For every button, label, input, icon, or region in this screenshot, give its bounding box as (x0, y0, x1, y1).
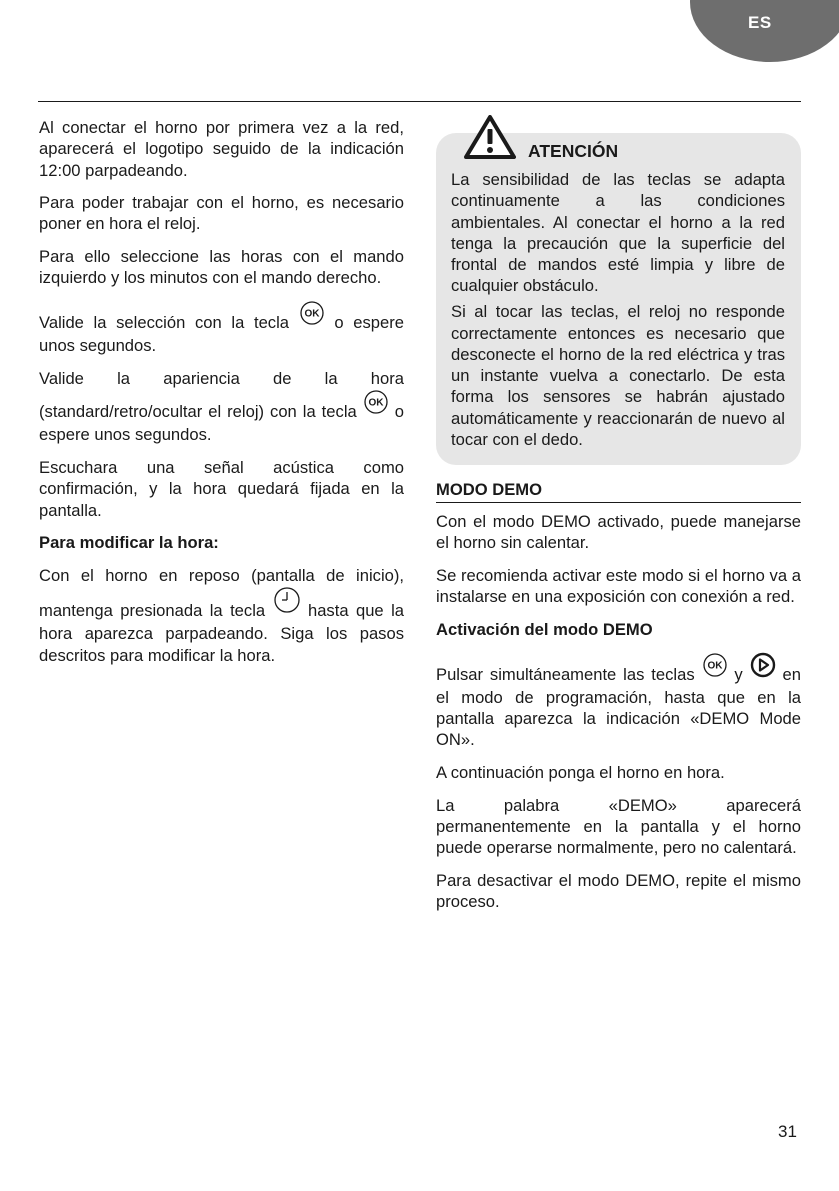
paragraph (39, 300, 404, 357)
ok-key-label: OK (304, 308, 320, 320)
left-column (39, 117, 404, 677)
ok-key-label: OK (368, 397, 384, 409)
paragraph-text: en el modo de programación, hasta que en la pantalla aparezca la indicación «DEMO Mode ON». (436, 664, 801, 750)
right-column (436, 133, 801, 924)
page-number: 31 (778, 1122, 797, 1141)
paragraph: Para desactivar el modo DEMO, repite el mismo proceso. (436, 870, 801, 912)
paragraph (436, 652, 801, 751)
language-label: ES (748, 13, 772, 32)
paragraph: A continuación ponga el horno en hora. (436, 763, 725, 783)
header-rule (38, 101, 801, 102)
paragraph: Para ello seleccione las horas con el mando izquierdo y los minutos con el mando derecho. (39, 247, 404, 288)
paragraph (39, 368, 404, 446)
warning-triangle-icon (464, 115, 516, 164)
paragraph-text: Con el horno en reposo (pantalla de inicio), mantenga presionada la tecla (39, 565, 404, 621)
paragraph-text: y (734, 664, 743, 684)
paragraph: La palabra «DEMO» aparecerá permanentemente en la pantalla y el horno puede operarse normalmente, pero no calentará. (436, 795, 801, 858)
paragraph: Se recomienda activar este modo si el horno va a instalarse en una exposición con conexión a red. (436, 566, 801, 607)
ok-key-icon (702, 652, 728, 687)
paragraph-text: Pulsar simultáneamente las teclas (436, 664, 695, 684)
ok-key-icon (299, 300, 325, 335)
paragraph: Escuchara una señal acústica como confirmación, y la hora quedará fijada en la pantalla. (39, 458, 404, 520)
paragraph-text: Valide la selección con la tecla (39, 312, 290, 332)
modify-heading: Para modificar la hora: (39, 533, 219, 553)
demo-section-title: MODO DEMO (436, 479, 801, 503)
demo-activation-heading: Activación del modo DEMO (436, 619, 653, 639)
clock-key-icon (273, 586, 301, 623)
paragraph-text: o espere unos segundos. (39, 402, 404, 445)
warning-title-row (464, 115, 618, 164)
warning-box (436, 133, 801, 465)
warning-paragraph: La sensibilidad de las teclas se adapta continuamente a las condiciones ambientales. Al conectar el horno a la red tenga la precaución que la superficie del frontal de mandos esté limpia y libre de cualquier obstáculo. (451, 170, 785, 296)
play-key-icon (750, 652, 776, 687)
paragraph-text: o espere unos segundos. (39, 312, 404, 356)
ok-key-icon (363, 389, 389, 424)
ok-key-label: OK (707, 660, 723, 672)
paragraph (39, 565, 404, 666)
paragraph: Para poder trabajar con el horno, es necesario poner en hora el reloj. (39, 193, 404, 234)
paragraph: Al conectar el horno por primera vez a la red, aparecerá el logotipo seguido de la indicación 12:00 parpadeando. (39, 118, 404, 180)
paragraph-text: hasta que la hora aparezca parpadeando. Siga los pasos descritos para modificar la hora. (39, 601, 404, 665)
warning-title: ATENCIÓN (528, 141, 619, 161)
paragraph-text: Valide la apariencia de la hora (standard/retro/ocultar el reloj) con la tecla (39, 368, 404, 422)
warning-paragraph: Si al tocar las teclas, el reloj no responde correctamente entonces es necesario que desconecte el horno de la red eléctrica y tras un instante vuelva a conectarlo. De esta forma los sensores se habrán ajustado automáticamente y reaccionarán de nuevo al tocar con el dedo. (451, 302, 785, 450)
paragraph: Con el modo DEMO activado, puede manejarse el horno sin calentar. (436, 512, 801, 553)
